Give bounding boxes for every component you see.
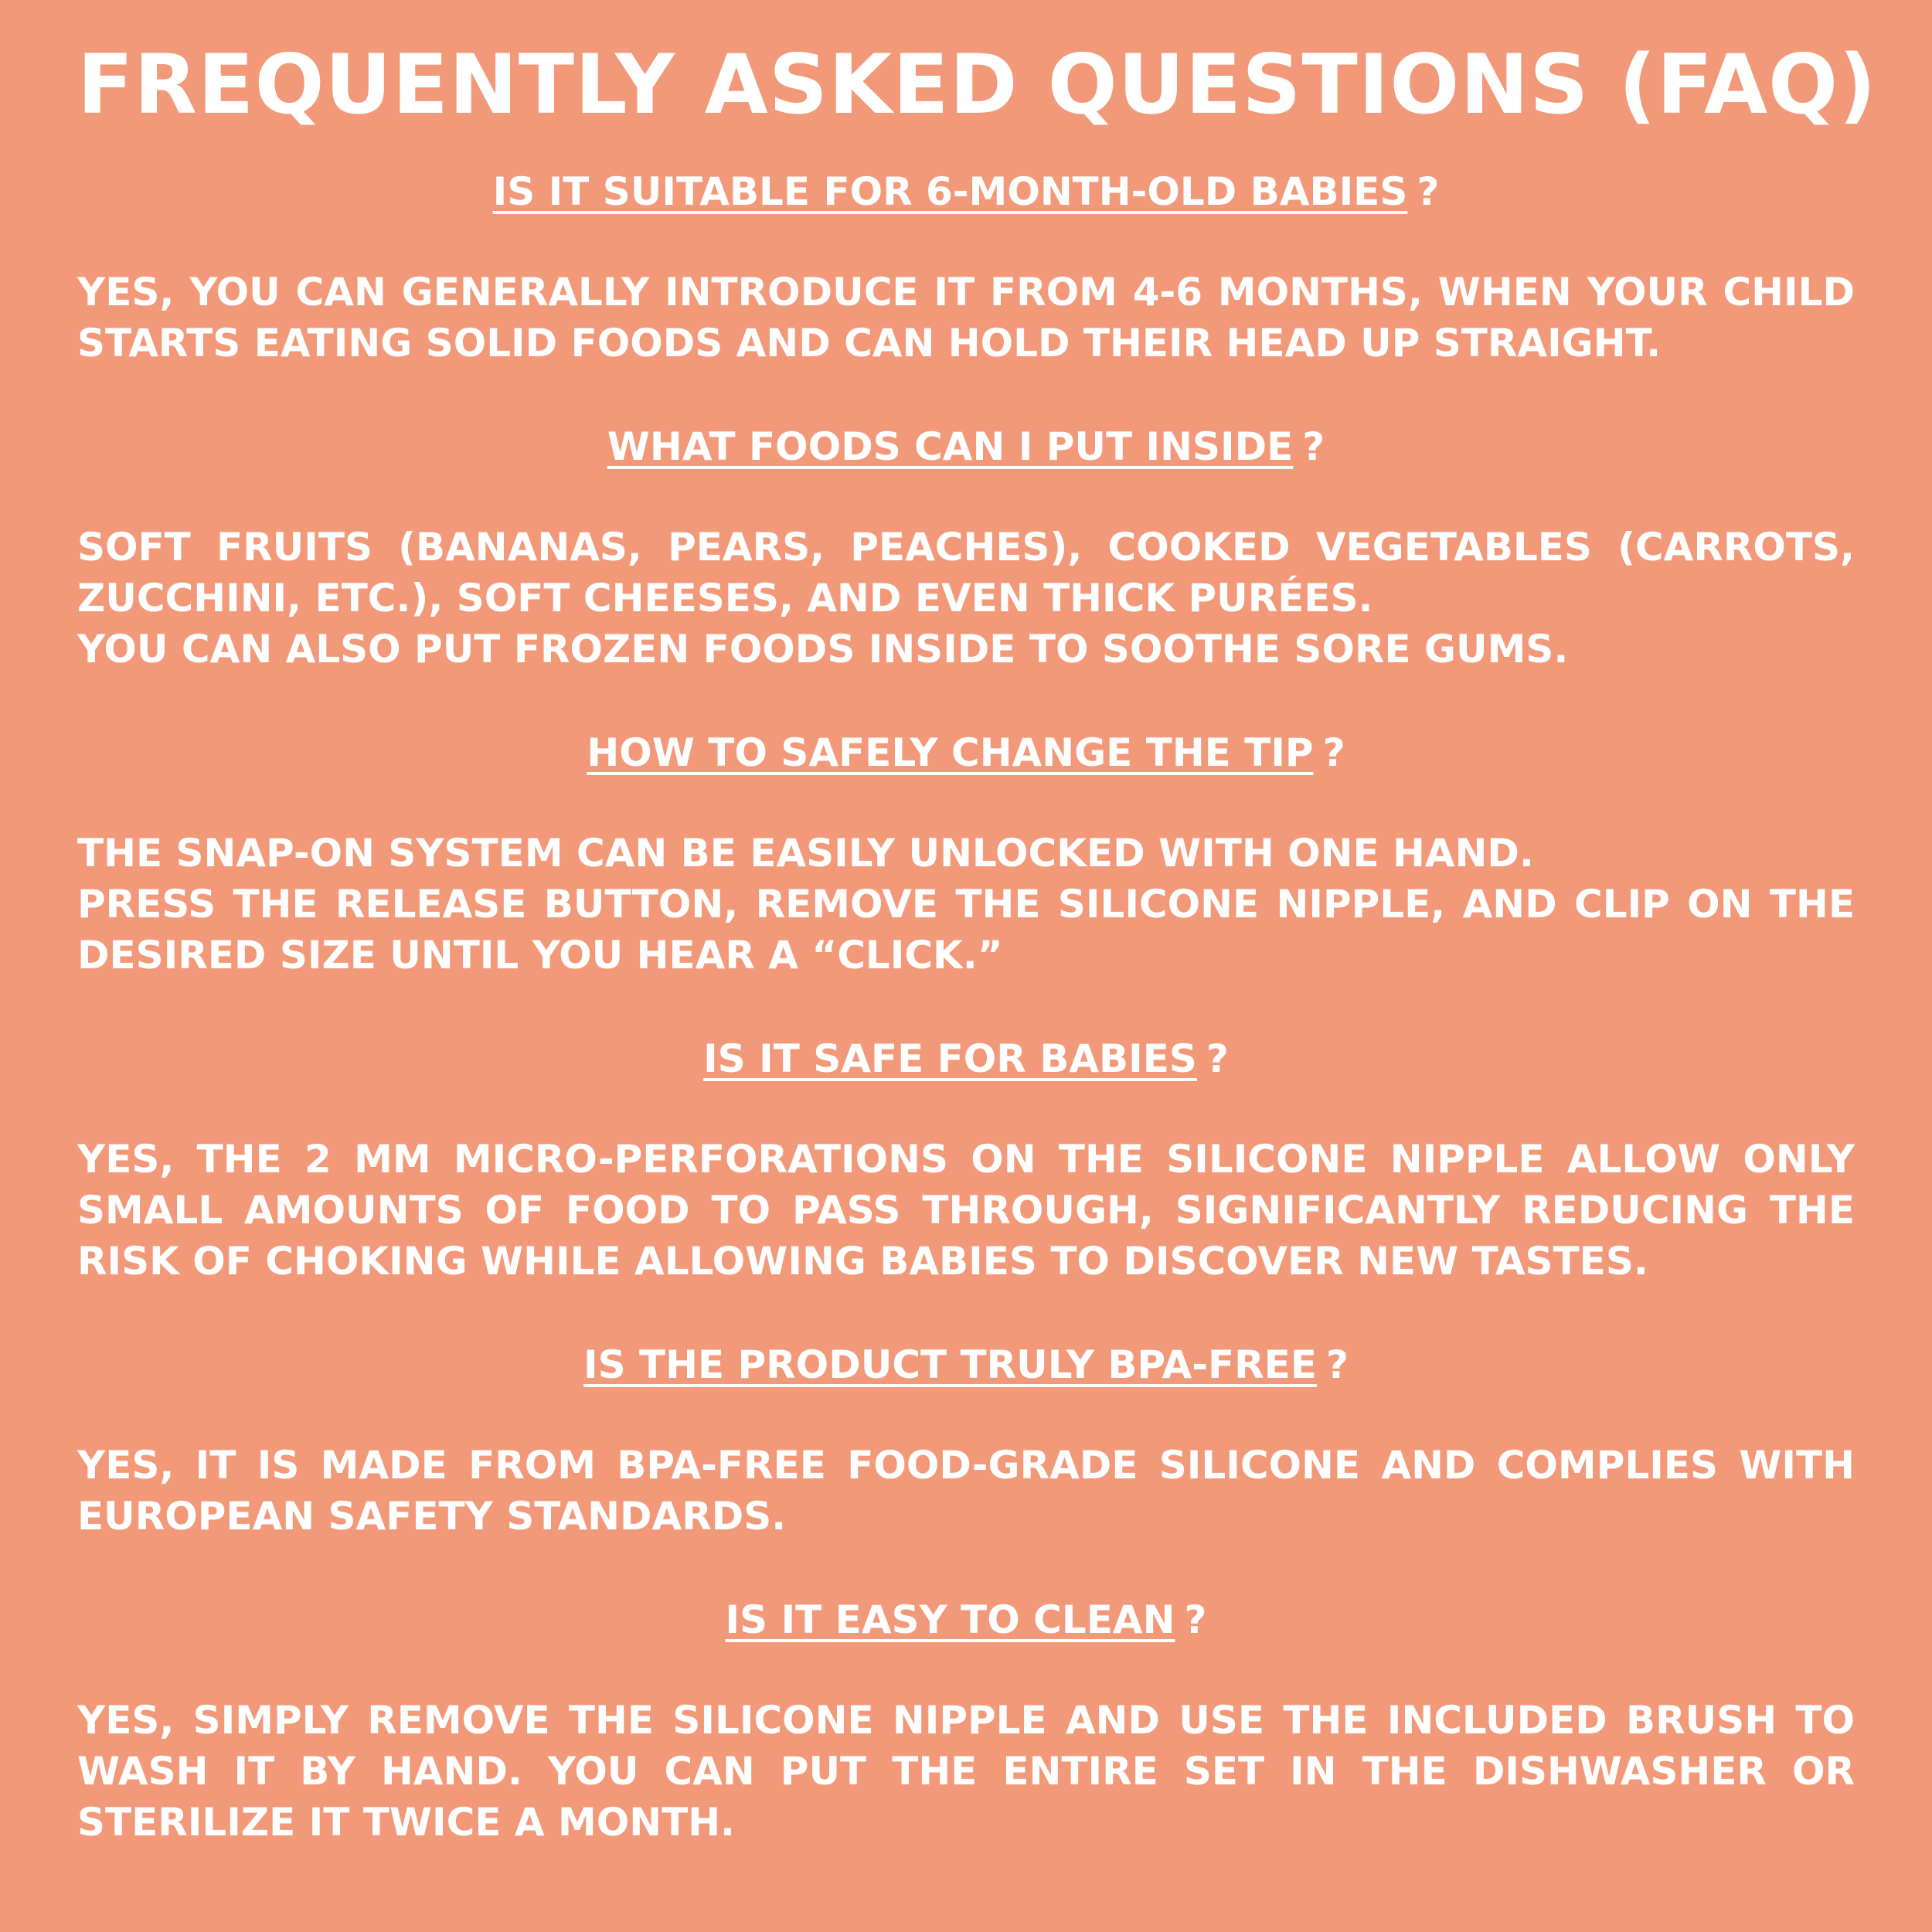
- faq-question-text: IS IT SUITABLE FOR 6-MONTH-OLD BABIES: [492, 169, 1408, 214]
- faq-question-mark: ?: [1184, 1597, 1207, 1642]
- faq-question-mark: ?: [1325, 1342, 1349, 1387]
- faq-item-foods: [77, 421, 1855, 675]
- faq-answer-line: YES, IT IS MADE FROM BPA-FREE FOOD-GRADE SILICONE AND COMPLIES WITH EUROPEAN SAFETY STANDARDS.: [77, 1443, 1855, 1539]
- faq-answer: [77, 267, 1855, 369]
- faq-question-mark: ?: [1322, 730, 1345, 775]
- faq-answer: [77, 828, 1855, 981]
- faq-item-safety: [77, 1033, 1855, 1287]
- faq-answer-line: YES, THE 2 MM MICRO-PERFORATIONS ON THE SILICONE NIPPLE ALLOW ONLY SMALL AMOUNTS OF FOOD TO PASS THROUGH, SIGNIFICANTLY REDUCING THE RISK OF CHOKING WHILE ALLOWING BABIES TO DISCOVER NEW TASTES.: [77, 1137, 1855, 1284]
- faq-question-mark: ?: [1417, 169, 1440, 214]
- faq-question: [77, 1033, 1855, 1084]
- faq-question-text: IS IT SAFE FOR BABIES: [703, 1036, 1197, 1081]
- faq-question-mark: ?: [1206, 1036, 1229, 1081]
- faq-spacer: [77, 1542, 1855, 1594]
- faq-item-change-tip: [77, 727, 1855, 981]
- faq-answer: [77, 1440, 1855, 1542]
- faq-item-suitable-age: [77, 166, 1855, 369]
- faq-spacer: [77, 1287, 1855, 1339]
- faq-spacer: [77, 369, 1855, 421]
- faq-spacer: [77, 981, 1855, 1033]
- faq-answer: [77, 522, 1855, 675]
- faq-item-cleaning: [77, 1594, 1855, 1848]
- faq-item-bpa-free: [77, 1339, 1855, 1542]
- faq-answer-line: YOU CAN ALSO PUT FROZEN FOODS INSIDE TO SOOTHE SORE GUMS.: [77, 627, 1569, 672]
- faq-question-mark: ?: [1302, 424, 1325, 469]
- faq-answer: [77, 1695, 1855, 1848]
- faq-answer-line: PRESS THE RELEASE BUTTON, REMOVE THE SILICONE NIPPLE, AND CLIP ON THE DESIRED SIZE UNTIL YOU HEAR A “CLICK.”: [77, 882, 1855, 978]
- faq-answer-line: YES, SIMPLY REMOVE THE SILICONE NIPPLE AND USE THE INCLUDED BRUSH TO WASH IT BY HAND. YOU CAN PUT THE ENTIRE SET IN THE DISHWASHER OR STERILIZE IT TWICE A MONTH.: [77, 1698, 1855, 1845]
- faq-answer-line: SOFT FRUITS (BANANAS, PEARS, PEACHES), COOKED VEGETABLES (CARROTS, ZUCCHINI, ETC.), SOFT CHEESES, AND EVEN THICK PURÉES.: [77, 525, 1855, 621]
- faq-list: [77, 166, 1855, 1848]
- faq-question-text: IS IT EASY TO CLEAN: [725, 1597, 1175, 1642]
- faq-question: [77, 1339, 1855, 1390]
- faq-question: [77, 727, 1855, 778]
- faq-question: [77, 1594, 1855, 1645]
- page-title: FREQUENTLY ASKED QUESTIONS (FAQ): [77, 37, 1877, 132]
- faq-question: [77, 166, 1855, 217]
- faq-answer-line: THE SNAP-ON SYSTEM CAN BE EASILY UNLOCKED WITH ONE HAND.: [77, 831, 1534, 876]
- faq-question: [77, 421, 1855, 472]
- faq-answer: [77, 1134, 1855, 1287]
- faq-question-text: WHAT FOODS CAN I PUT INSIDE: [607, 424, 1294, 469]
- faq-answer-line: YES, YOU CAN GENERALLY INTRODUCE IT FROM 4-6 MONTHS, WHEN YOUR CHILD STARTS EATING SOLID FOODS AND CAN HOLD THEIR HEAD UP STRAIGHT.: [77, 270, 1855, 366]
- faq-spacer: [77, 675, 1855, 727]
- faq-question-text: IS THE PRODUCT TRULY BPA-FREE: [583, 1342, 1317, 1387]
- faq-question-text: HOW TO SAFELY CHANGE THE TIP: [587, 730, 1314, 775]
